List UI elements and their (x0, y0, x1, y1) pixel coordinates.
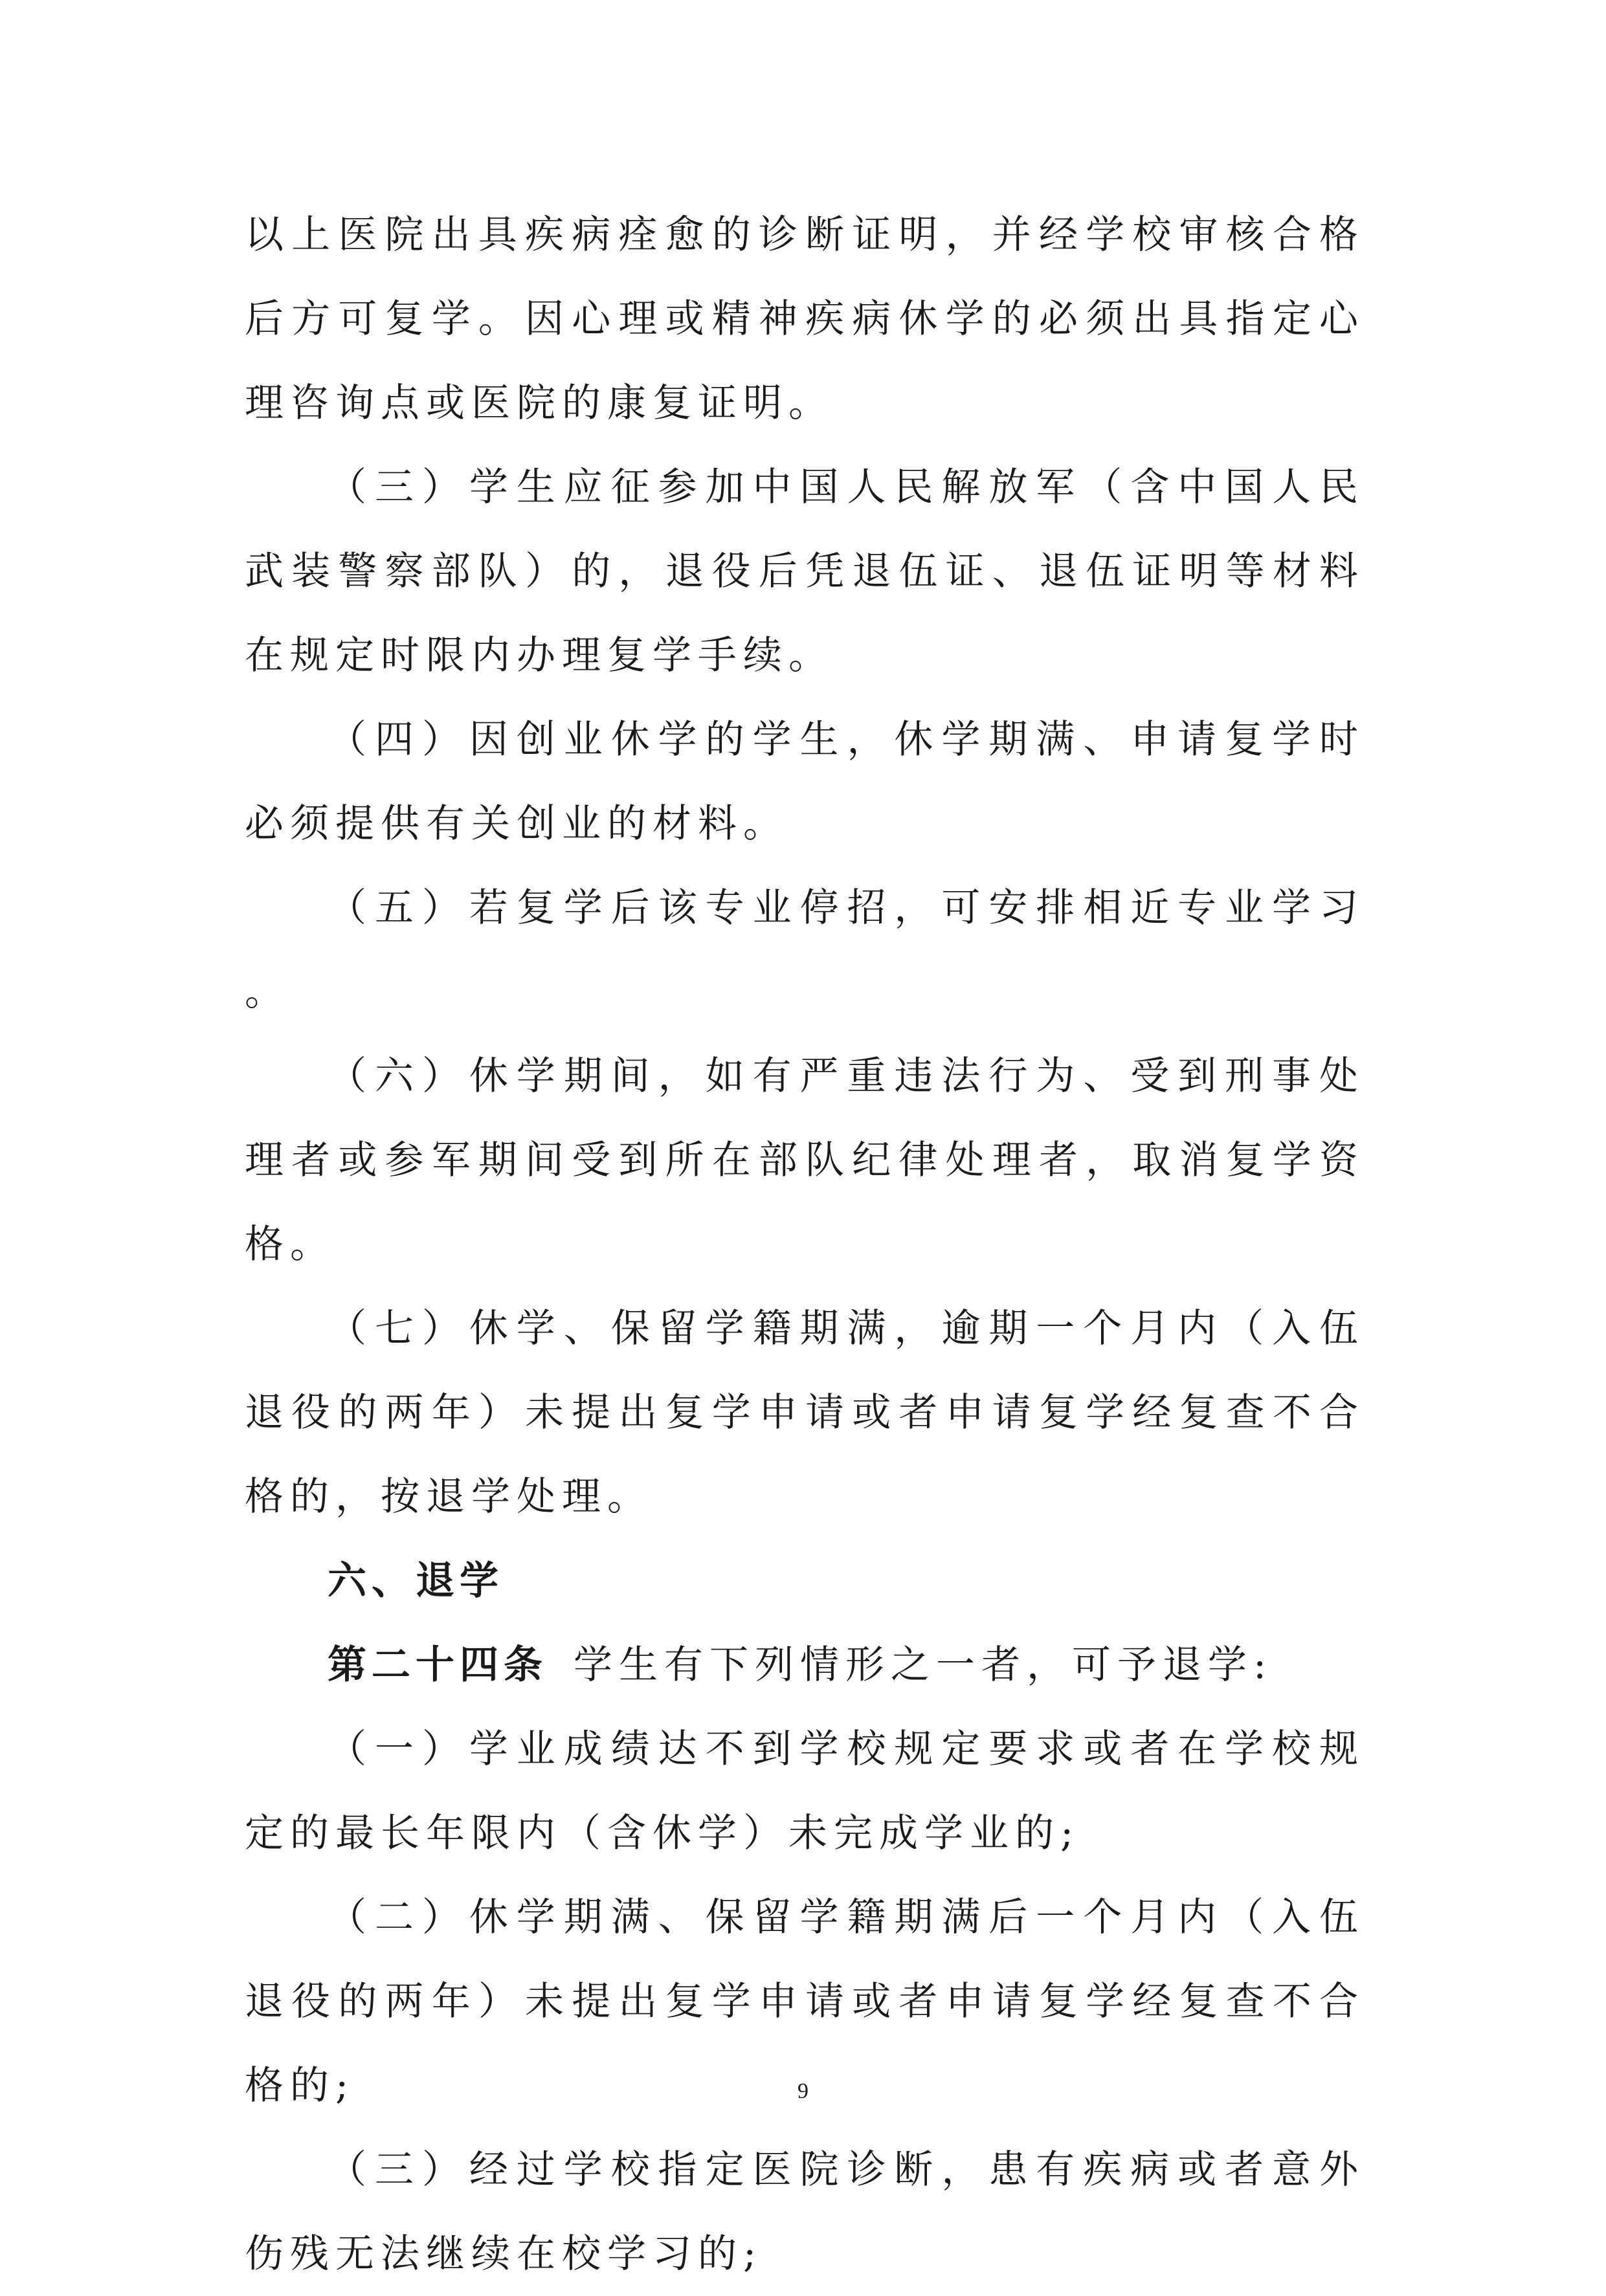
section-heading: 六、退学 (328, 1558, 504, 1604)
paragraph-item-six: （六）休学期间，如有严重违法行为、受到刑事处理者或参军期间受到所在部队纪律处理者，取消复学资格。 (245, 1054, 1365, 1267)
paragraph-item-four: （四）因创业休学的学生，休学期满、申请复学时必须提供有关创业的材料。 (245, 717, 1365, 846)
paragraph-item-five: （五）若复学后该专业停招，可安排相近专业学习。 (245, 885, 1365, 1015)
page-number: 9 (797, 2079, 809, 2103)
withdrawal-item-three: （三）经过学校指定医院诊断，患有疾病或者意外伤残无法继续在校学习的; (245, 2147, 1365, 2277)
article-body: 学生有下列情形之一者，可予退学: (574, 1642, 1273, 1688)
paragraph-item-three: （三）学生应征参加中国人民解放军（含中国人民武装警察部队）的，退役后凭退伍证、退伍证明等材料在规定时限内办理复学手续。 (245, 465, 1365, 678)
article-paragraph (245, 1623, 1365, 1707)
page-body (245, 193, 1365, 2296)
article-title: 第二十四条 (328, 1642, 548, 1688)
paragraph-item-seven: （七）休学、保留学籍期满，逾期一个月内（入伍退役的两年）未提出复学申请或者申请复学经复查不合格的，按退学处理。 (245, 1306, 1365, 1519)
paragraph-continuation: 以上医院出具疾病痊愈的诊断证明，并经学校审核合格后方可复学。因心理或精神疾病休学的必须出具指定心理咨询点或医院的康复证明。 (245, 212, 1365, 426)
withdrawal-item-one: （一）学业成绩达不到学校规定要求或者在学校规定的最长年限内（含休学）未完成学业的; (245, 1727, 1365, 1856)
withdrawal-item-two: （二）休学期满、保留学籍期满后一个月内（入伍退役的两年）未提出复学申请或者申请复学经复查不合格的; (245, 1895, 1365, 2108)
